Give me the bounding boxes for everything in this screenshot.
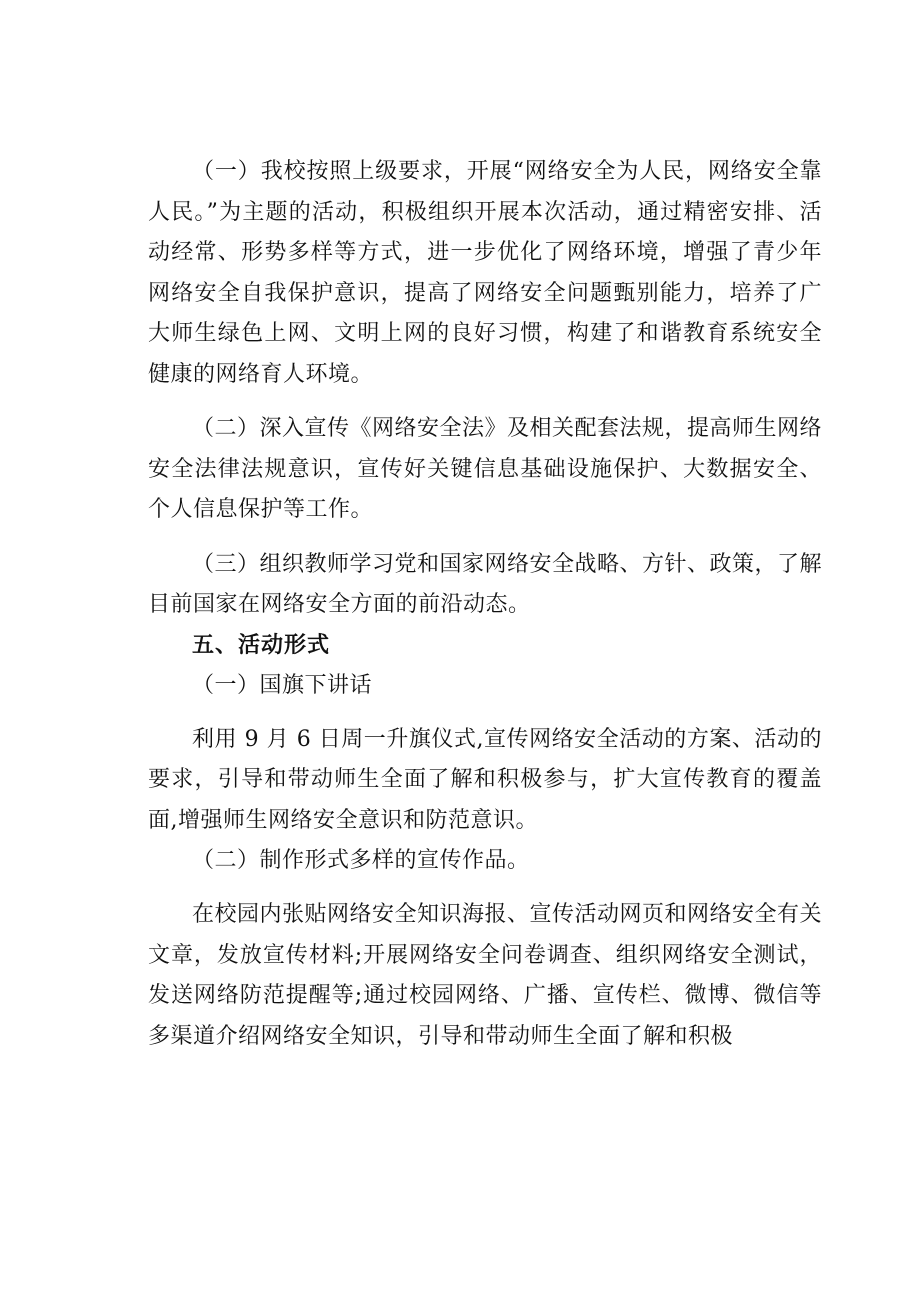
paragraph-goal-3: （三）组织教师学习党和国家网络安全战略、方针、政策，了解目前国家在网络安全方面的前沿动态。 — [148, 551, 823, 617]
section-heading-activity-form: 五、活动形式 — [192, 632, 331, 658]
subheading-flag-speech: （一）国旗下讲话 — [192, 672, 373, 698]
document-page — [148, 152, 822, 1057]
paragraph-flag-speech: 利用 9 月 6 日周一升旗仪式,宣传网络安全活动的方案、活动的要求，引导和带动师生全面了解和积极参与，扩大宣传教育的覆盖面,增强师生网络安全意识和防范意识。 — [148, 726, 822, 833]
subheading-promo-works: （二）制作形式多样的宣传作品。 — [192, 848, 530, 873]
paragraph-promo-works: 在校园内张贴网络安全知识海报、宣传活动网页和网络安全有关文章，发放宣传材料;开展网络安全问卷调查、组织网络安全测试，发送网络防范提醒等;通过校园网络、广播、宣传栏、微博、微信等多渠道介绍网络安全知识，引导和带动师生全面了解和积极 — [148, 902, 823, 1049]
paragraph-goal-1: （一）我校按照上级要求，开展“网络安全为人民，网络安全靠人民。”为主题的活动，积极组织开展本次活动，通过精密安排、活动经常、形势多样等方式，进一步优化了网络环境，增强了青少年网络安全自我保护意识，提高了网络安全问题甄别能力，培养了广大师生绿色上网、文明上网的良好习惯，构建了和谐教育系统安全健康的网络育人环境。 — [148, 159, 822, 387]
paragraph-goal-2: （二）深入宣传《网络安全法》及相关配套法规，提高师生网络安全法律法规意识，宣传好关键信息基础设施保护、大数据安全、个人信息保护等工作。 — [148, 416, 823, 522]
